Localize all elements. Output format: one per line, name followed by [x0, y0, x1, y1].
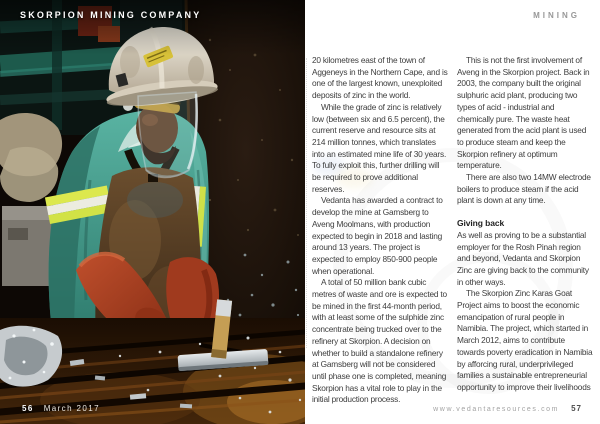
- subheading-giving-back: Giving back: [457, 218, 505, 229]
- article-column-2: [457, 55, 593, 406]
- page-number-right: 57: [571, 404, 582, 413]
- article-column-1: [312, 55, 448, 406]
- footer-right: [433, 404, 582, 413]
- paragraph: As well as proving to be a substantial employer for the Rosh Pinah region and beyond, Vedanta and Skorpion Zinc are giving back to the community in other ways.: [457, 229, 589, 287]
- paragraph: There are also two 14MW electrode boilers to produce steam if the acid plant is down at any time.: [457, 172, 591, 206]
- section-header: SKORPION MINING COMPANY: [20, 10, 202, 20]
- photo-credit-line: [306, 58, 307, 348]
- paragraph: While the grade of zinc is relatively low (between six and 6.5 percent), the current reserve and resource sits at 214 million tonnes, which translates into an estimated mine life of 30 years. To fully exploit this, further drilling will be required to prove additional reserves.: [312, 101, 447, 194]
- website-url: www.vedantaresources.com: [433, 406, 560, 413]
- paragraph: A total of 50 million bank cubic metres of waste and ore is expected to be mined in the first 44-month period, with at least some of the sulphide zinc concentrate being trucked over to the refinery at Skorpion. A decision on whether to build a standalone refinery at Gamsberg will not be considered until phase one is completed, meaning Skorpion has a vital role to play in the initial production process.: [312, 277, 447, 405]
- paragraph: Vedanta has awarded a contract to develop the mine at Gamsberg to Aveng Moolmans, with production expected to begin in 2018 and lasting around 13 years. The project is expected to employ 850-900 people when operational.: [312, 195, 443, 276]
- text-page: [305, 0, 600, 424]
- article-body: [312, 55, 593, 406]
- page-number-left: 56: [22, 404, 34, 413]
- paragraph: The Skorpion Zinc Karas Goat Project aims to boost the economic emancipation of rural people in Namibia. The project, which started in March 2012, aims to contribute towards poverty eradication in Namibia by afforcing rural, underprivileged families a sustainable entrepreneurial opportunity to improve their livelihoods: [457, 288, 593, 392]
- paragraph: 20 kilometres east of the town of Aggeneys in the Northern Cape, and is one of the largest known, unexploited deposits of zinc in the world.: [312, 55, 448, 101]
- footer-left: [22, 404, 100, 413]
- issue-date: March 2017: [43, 404, 100, 413]
- paragraph: This is not the first involvement of Aveng in the Skorpion project. Back in 2003, the company built the original sulphuric acid plant, producing two types of acid - industrial and chemically pure. The waste heat generated from the acid plant is used to produce steam and keep the Skorpion refinery at optimum temperature.: [457, 55, 590, 171]
- category-label: MINING: [533, 11, 580, 20]
